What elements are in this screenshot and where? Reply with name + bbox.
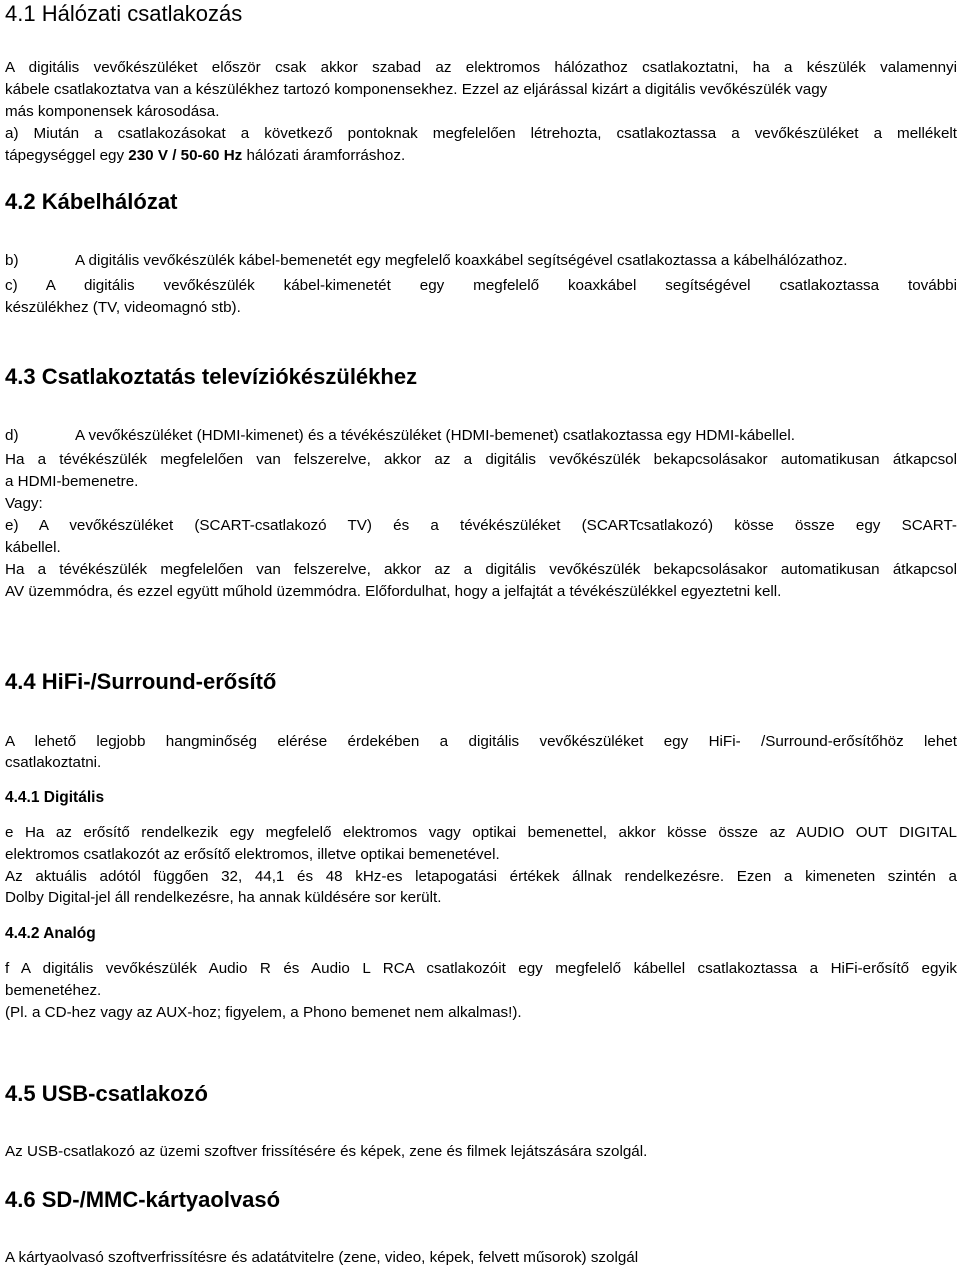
section-4-4-paragraph-5: (Pl. a CD-hez vagy az AUX-hoz; figyelem, a Phono bemenet nem alkalmas!). bbox=[5, 1004, 522, 1021]
section-4-4-paragraph-4-line-1: f A digitális vevőkészülék Audio R és Audio L RCA csatlakozóit egy megfelelő kábellel csatlakoztassa a HiFi-erősítő egyik bbox=[5, 960, 957, 977]
section-4-6-heading: 4.6 SD-/MMC-kártyaolvasó bbox=[5, 1187, 281, 1212]
item-c-line-2: készülékhez (TV, videomagnó stb). bbox=[5, 299, 241, 316]
section-4-2-heading: 4.2 Kábelhálózat bbox=[5, 189, 178, 214]
item-b bbox=[5, 251, 848, 271]
section-4-3-paragraph-2-line-1: Ha a tévékészülék megfelelően van felszerelve, akkor az a digitális vevőkészülék bekapcsolásakor automatikusan átkapcsol bbox=[5, 561, 957, 578]
section-4-3-paragraph-1-line-2: a HDMI-bemenetre. bbox=[5, 473, 139, 490]
power-spec: 230 V / 50-60 Hz bbox=[128, 147, 243, 164]
item-d-text: A vevőkészüléket (HDMI-kimenet) és a tévékészüléket (HDMI-bemenet) csatlakoztassa egy HDMI-kábellel. bbox=[75, 427, 795, 444]
subsection-4-4-2-heading: 4.4.2 Analóg bbox=[5, 925, 96, 942]
section-4-1-paragraph-1-line-1: A digitális vevőkészüléket először csak akkor szabad az elektromos hálózathoz csatlakoztatni, ha a készülék valamennyi bbox=[5, 59, 957, 76]
section-4-6-paragraph: A kártyaolvasó szoftverfrissítésre és adatátvitelre (zene, video, képek, felvett műsorok) szolgál bbox=[5, 1249, 639, 1266]
item-d-label: d) bbox=[5, 427, 19, 444]
section-4-1-paragraph-2-line-2 bbox=[5, 146, 405, 166]
section-4-4-paragraph-1-line-1: A lehető legjobb hangminőség elérése érdekében a digitális vevőkészüléket egy HiFi- /Surround-erősítőhöz lehet bbox=[5, 733, 957, 750]
item-c-line-1: c) A digitális vevőkészülék kábel-kimenetét egy megfelelő koaxkábel segítségével csatlakoztassa további bbox=[5, 277, 957, 294]
subsection-4-4-1-heading: 4.4.1 Digitális bbox=[5, 789, 105, 806]
section-4-5-paragraph: Az USB-csatlakozó az üzemi szoftver frissítésére és képek, zene és filmek lejátszására szolgál. bbox=[5, 1143, 648, 1160]
item-b-label: b) bbox=[5, 252, 19, 269]
section-4-1-paragraph-1-line-2: kábele csatlakoztatva van a készülékhez tartozó komponensekhez. Ezzel az eljárással kizárt a digitális vevőkészülék vagy bbox=[5, 81, 828, 98]
section-4-1-paragraph-2-line-1: a) Miután a csatlakozásokat a következő pontoknak megfelelően létrehozta, csatlakoztassa a vevőkészüléket a mellékelt bbox=[5, 125, 957, 142]
section-4-4-paragraph-2-line-1: e Ha az erősítő rendelkezik egy megfelelő elektromos vagy optikai bemenettel, akkor kösse össze az AUDIO OUT DIGITAL bbox=[5, 824, 957, 841]
item-e-line-2: kábellel. bbox=[5, 539, 61, 556]
section-4-1-heading: 4.1 Hálózati csatlakozás bbox=[5, 1, 243, 26]
vagy-label: Vagy: bbox=[5, 495, 43, 512]
item-e-line-1: e) A vevőkészüléket (SCART-csatlakozó TV) és a tévékészüléket (SCARTcsatlakozó) kösse össze egy SCART- bbox=[5, 517, 957, 534]
section-4-1-paragraph-1-line-3: más komponensek károsodása. bbox=[5, 103, 220, 120]
section-4-4-heading: 4.4 HiFi-/Surround-erősítő bbox=[5, 669, 277, 694]
section-4-4-paragraph-3-line-1: Az aktuális adótól függően 32, 44,1 és 48 kHz-es letapogatási értékek állnak rendelkezésre. Ezen a kimeneten szintén a bbox=[5, 868, 957, 885]
section-4-3-heading: 4.3 Csatlakoztatás televíziókészülékhez bbox=[5, 364, 418, 389]
section-4-4-paragraph-2-line-2: elektromos csatlakozót az erősítő elektromos, illetve optikai bemenetével. bbox=[5, 846, 500, 863]
section-4-4-paragraph-4-line-2: bemenetéhez. bbox=[5, 982, 102, 999]
section-4-4-paragraph-1-line-2: csatlakoztatni. bbox=[5, 754, 102, 771]
section-4-3-paragraph-2-line-2: AV üzemmódra, és ezzel együtt műhold üzemmódra. Előfordulhat, hogy a jelfajtát a tévékészülékkel egyeztetni kell. bbox=[5, 583, 782, 600]
item-d bbox=[5, 426, 795, 446]
section-4-3-paragraph-1-line-1: Ha a tévékészülék megfelelően van felszerelve, akkor az a digitális vevőkészülék bekapcsolásakor automatikusan átkapcsol bbox=[5, 451, 957, 468]
section-4-4-paragraph-3-line-2: Dolby Digital-jel áll rendelkezésre, ha annak küldésére sor került. bbox=[5, 889, 442, 906]
power-text-a: tápegységgel egy bbox=[5, 147, 129, 164]
item-b-text: A digitális vevőkészülék kábel-bemenetét egy megfelelő koaxkábel segítségével csatlakoztassa a kábelhálózathoz. bbox=[75, 252, 848, 269]
section-4-5-heading: 4.5 USB-csatlakozó bbox=[5, 1081, 208, 1106]
power-text-c: hálózati áramforráshoz. bbox=[242, 147, 406, 164]
